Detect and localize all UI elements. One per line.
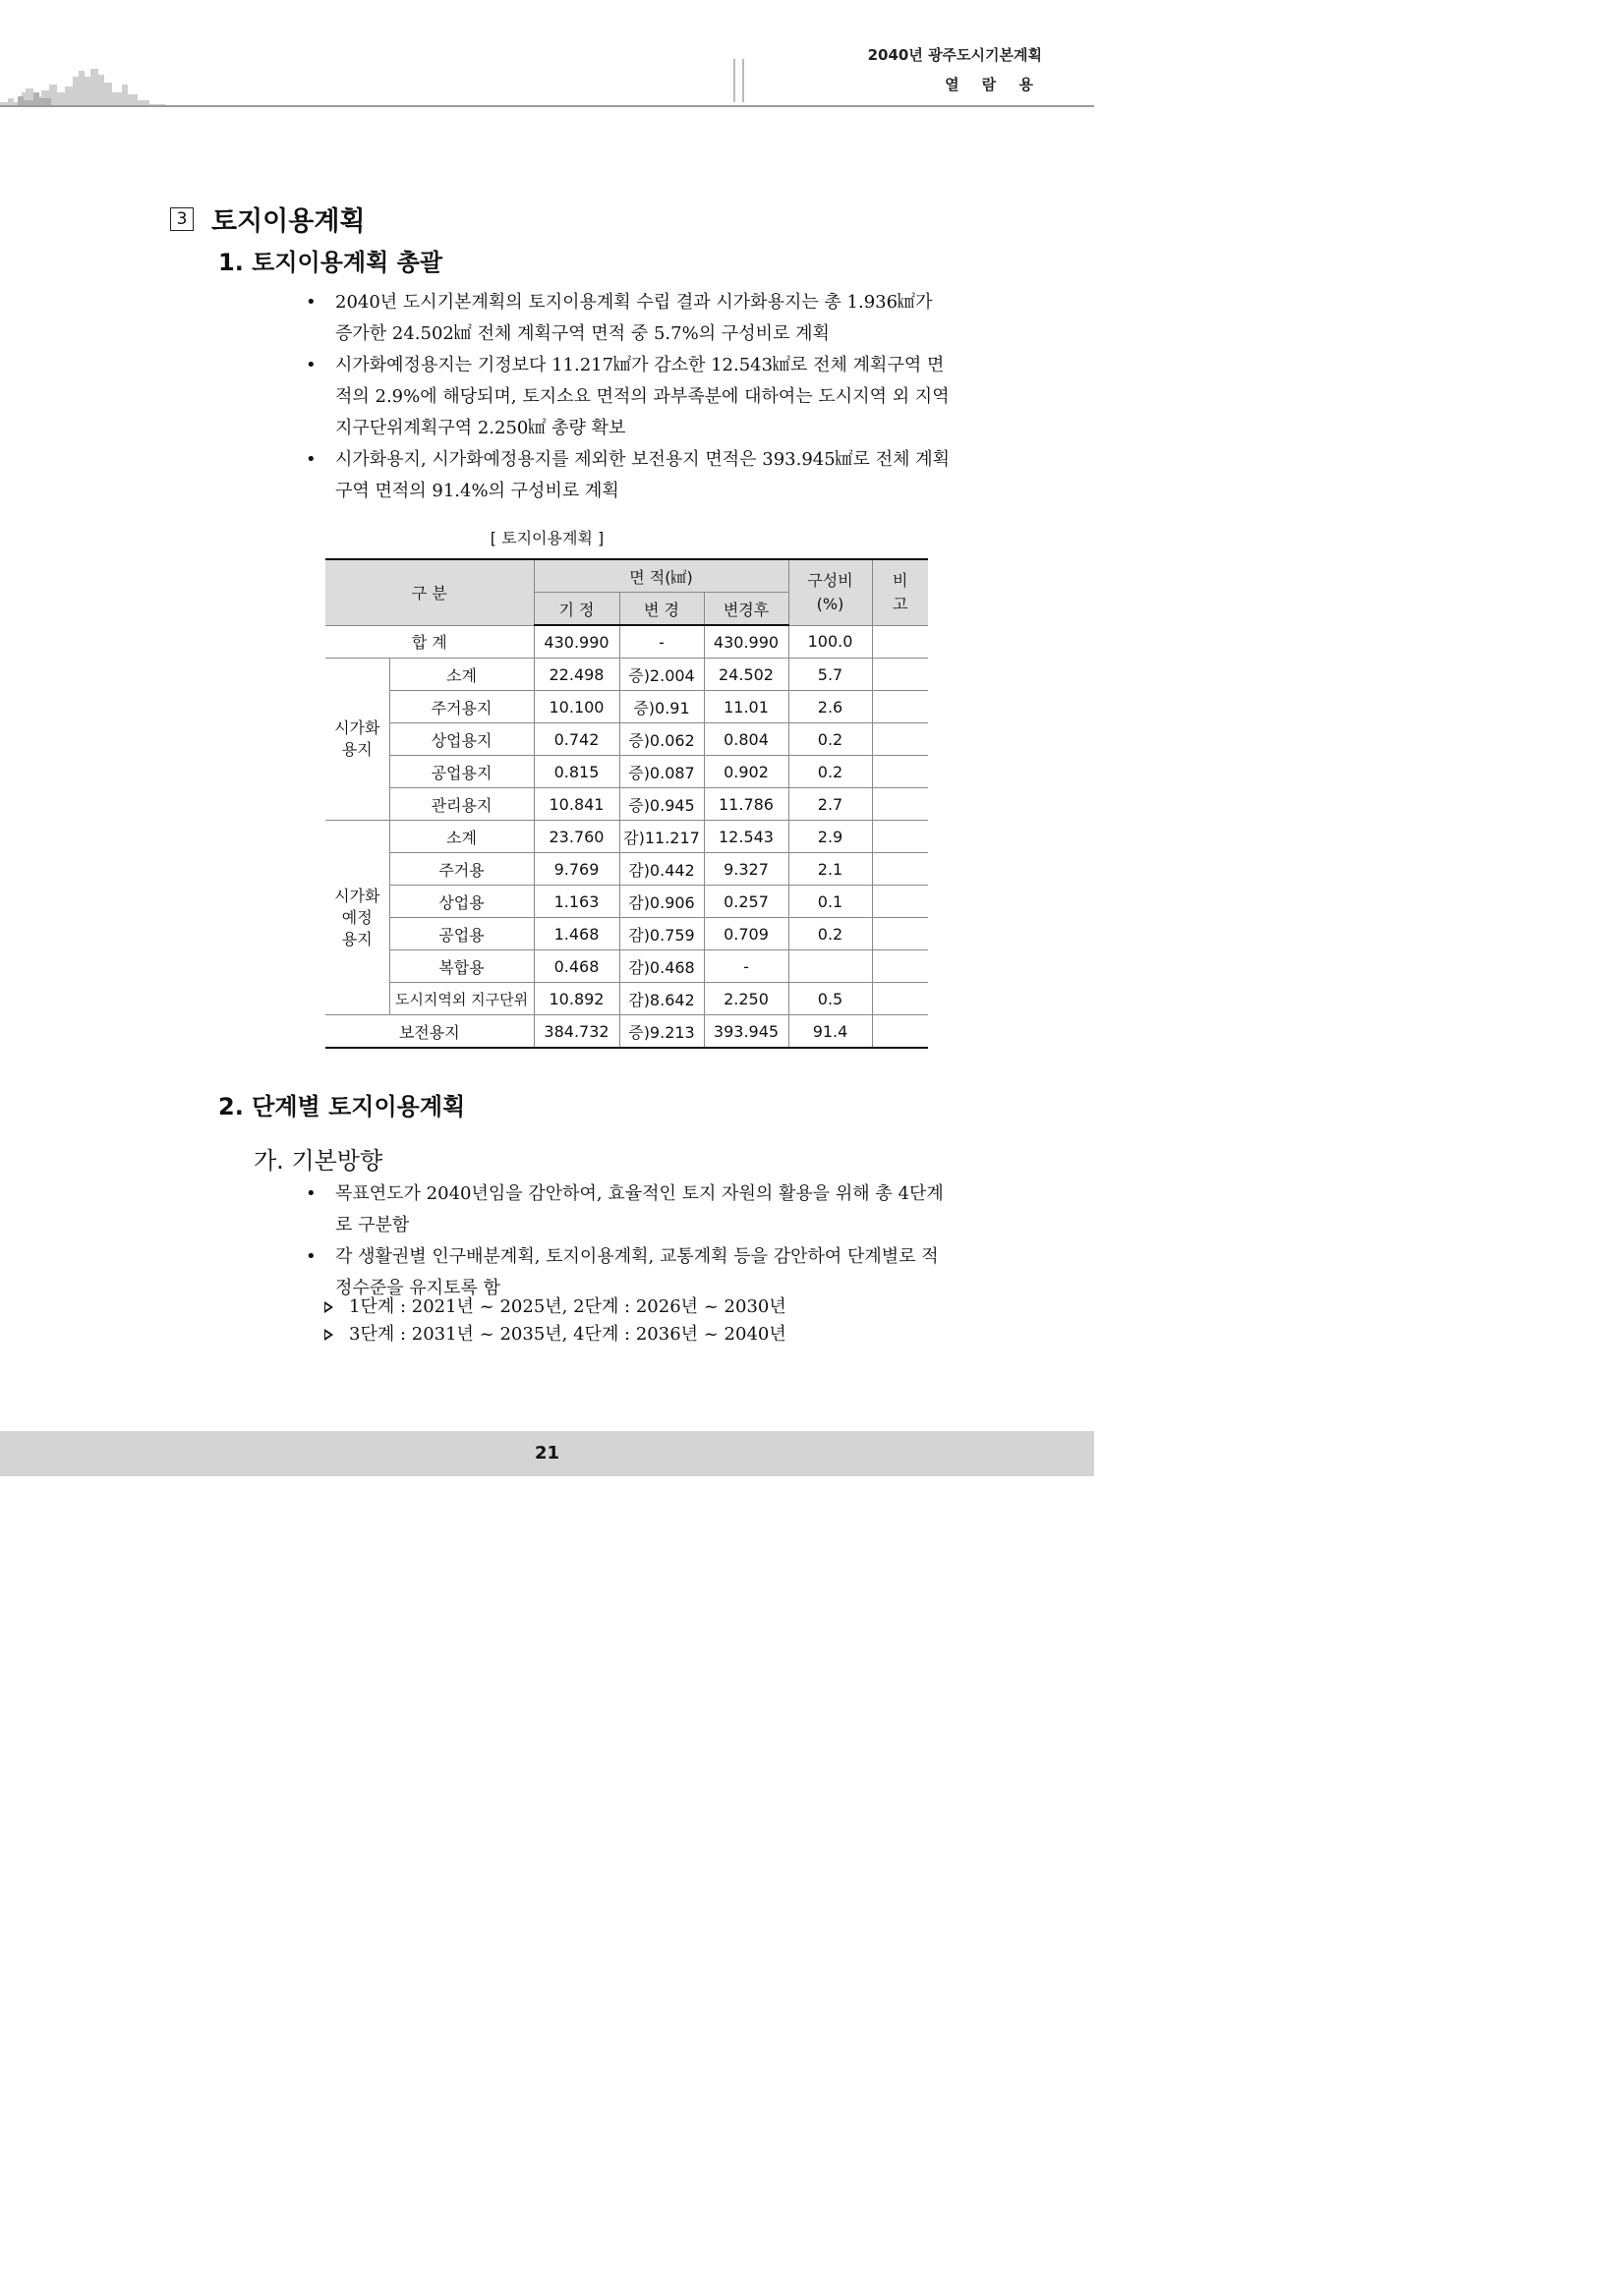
cell-change: 감)11.217 [619,821,704,853]
cell-existing: 0.468 [534,950,619,983]
page-number: 21 [534,1443,560,1464]
triangle-bullet-icon [324,1301,333,1313]
cell-note [872,659,928,691]
bullet-item: • 2040년 도시기본계획의 토지이용계획 수립 결과 시가화용지는 총 1.936㎢가 증가한 24.502㎢ 전체 계획구역 면적 중 5.7%의 구성비로 계획 [306,287,955,350]
header-existing: 기 정 [534,593,619,626]
cell-change: 감)8.642 [619,983,704,1015]
table-row [325,918,928,950]
cell-existing: 10.892 [534,983,619,1015]
section-number: 3 [170,207,194,231]
bullet-item: • 시가화용지, 시가화예정용지를 제외한 보전용지 면적은 393.945㎢로 전체 계획구역 면적의 91.4%의 구성비로 계획 [306,444,955,507]
bullet-item: • 목표연도가 2040년임을 감안하여, 효율적인 토지 자원의 활용을 위해 총 4단계로 구분함 [306,1178,955,1241]
table-row [325,821,928,853]
cell-existing: 0.742 [534,723,619,756]
cell-ratio: 0.5 [788,983,872,1015]
phase-text: 3단계 : 2031년 ~ 2035년, 4단계 : 2036년 ~ 2040년 [349,1324,786,1345]
phase-text: 1단계 : 2021년 ~ 2025년, 2단계 : 2026년 ~ 2030년 [349,1296,786,1317]
cell-change: 감)0.759 [619,918,704,950]
cell-ratio: 0.2 [788,723,872,756]
document-title: 2040년 광주도시기본계획 [867,46,1042,64]
cell-existing: 0.815 [534,756,619,788]
header-ratio: 구성비 (%) [788,559,872,625]
cell-note [872,886,928,918]
heading-3: 가. 기본방향 [254,1147,383,1175]
row-label: 소계 [389,659,534,691]
header-after: 변경후 [704,593,788,626]
row-label: 공업용지 [389,756,534,788]
cell-change: 증)2.004 [619,659,704,691]
cell-after: 2.250 [704,983,788,1015]
table-row [325,788,928,821]
row-label: 상업용 [389,886,534,918]
table-row-total [325,625,928,659]
row-label: 관리용지 [389,788,534,821]
bullet-item: • 각 생활권별 인구배분계획, 토지이용계획, 교통계획 등을 감안하여 단계별로 적정수준을 유지토록 함 [306,1241,955,1304]
table-row [325,886,928,918]
cell-after: 393.945 [704,1015,788,1049]
cell-change: 증)0.945 [619,788,704,821]
cell-note [872,821,928,853]
table-row [325,659,928,691]
cell-note [872,723,928,756]
cell-change: 증)0.91 [619,691,704,723]
section-heading [170,200,366,238]
cell-after: 430.990 [704,625,788,659]
cell-note [872,756,928,788]
cell-note [872,983,928,1015]
skyline-logo [0,63,177,108]
cell-ratio: 2.1 [788,853,872,886]
cell-ratio: 0.1 [788,886,872,918]
row-label: 보전용지 [325,1015,534,1049]
cell-change: 감)0.442 [619,853,704,886]
table-row-conservation [325,1015,928,1049]
cell-after: 0.902 [704,756,788,788]
cell-note [872,950,928,983]
cell-note [872,691,928,723]
row-label: 상업용지 [389,723,534,756]
phase-item [324,1321,786,1349]
group-label-planned: 시가화 예정 용지 [325,821,389,1015]
table-row [325,853,928,886]
header-division: 구 분 [325,559,534,625]
row-label: 도시지역외 지구단위 [389,983,534,1015]
phase-list [324,1293,786,1349]
cell-ratio: 2.7 [788,788,872,821]
cell-change: 증)0.062 [619,723,704,756]
bullet-item: • 시가화예정용지는 기정보다 11.217㎢가 감소한 12.543㎢로 전체 계획구역 면적의 2.9%에 해당되며, 토지소요 면적의 과부족분에 대하여는 도시지역 외 지역 지구단위계획구역 2.250㎢ 총량 확보 [306,350,955,444]
cell-ratio: 91.4 [788,1015,872,1049]
cell-note [872,1015,928,1049]
row-label: 주거용지 [389,691,534,723]
document-subtitle: 열 람 용 [945,76,1042,93]
cell-change: 증)9.213 [619,1015,704,1049]
cell-after: 12.543 [704,821,788,853]
table-row [325,950,928,983]
phase-item [324,1293,786,1321]
cell-after: 0.804 [704,723,788,756]
cell-ratio: 2.6 [788,691,872,723]
land-use-table [325,558,928,1049]
cell-ratio: 100.0 [788,625,872,659]
summary-bullets [306,287,955,507]
cell-ratio: 0.2 [788,756,872,788]
header-separator [733,59,744,102]
cell-ratio: 0.2 [788,918,872,950]
cell-after: 0.257 [704,886,788,918]
cell-after: 24.502 [704,659,788,691]
cell-existing: 9.769 [534,853,619,886]
header-area: 면 적(㎢) [534,559,788,593]
cell-note [872,853,928,886]
row-label: 합 계 [325,625,534,659]
header-change: 변 경 [619,593,704,626]
triangle-bullet-icon [324,1329,333,1341]
cell-existing: 1.163 [534,886,619,918]
cell-existing: 23.760 [534,821,619,853]
heading-2: 2. 단계별 토지이용계획 [218,1093,466,1120]
header-note: 비 고 [872,559,928,625]
table-row [325,756,928,788]
cell-after: 9.327 [704,853,788,886]
cell-change: 감)0.468 [619,950,704,983]
direction-bullets [306,1178,955,1304]
cell-change: 감)0.906 [619,886,704,918]
cell-after: 11.01 [704,691,788,723]
cell-after: 0.709 [704,918,788,950]
cell-existing: 10.841 [534,788,619,821]
cell-ratio [788,950,872,983]
header-rule [0,105,1094,107]
cell-after: 11.786 [704,788,788,821]
cell-change: 증)0.087 [619,756,704,788]
row-label: 공업용 [389,918,534,950]
cell-change: - [619,625,704,659]
table-caption: [ 토지이용계획 ] [490,529,605,547]
heading-1: 1. 토지이용계획 총괄 [218,249,442,276]
cell-existing: 10.100 [534,691,619,723]
row-label: 소계 [389,821,534,853]
group-label-urban: 시가화 용지 [325,659,389,821]
table-row [325,691,928,723]
cell-note [872,625,928,659]
table-row [325,983,928,1015]
cell-after: - [704,950,788,983]
cell-existing: 430.990 [534,625,619,659]
row-label: 복합용 [389,950,534,983]
cell-note [872,918,928,950]
table-row [325,723,928,756]
section-title: 토지이용계획 [211,206,366,237]
cell-ratio: 2.9 [788,821,872,853]
cell-existing: 1.468 [534,918,619,950]
cell-note [872,788,928,821]
row-label: 주거용 [389,853,534,886]
cell-ratio: 5.7 [788,659,872,691]
cell-existing: 384.732 [534,1015,619,1049]
cell-existing: 22.498 [534,659,619,691]
